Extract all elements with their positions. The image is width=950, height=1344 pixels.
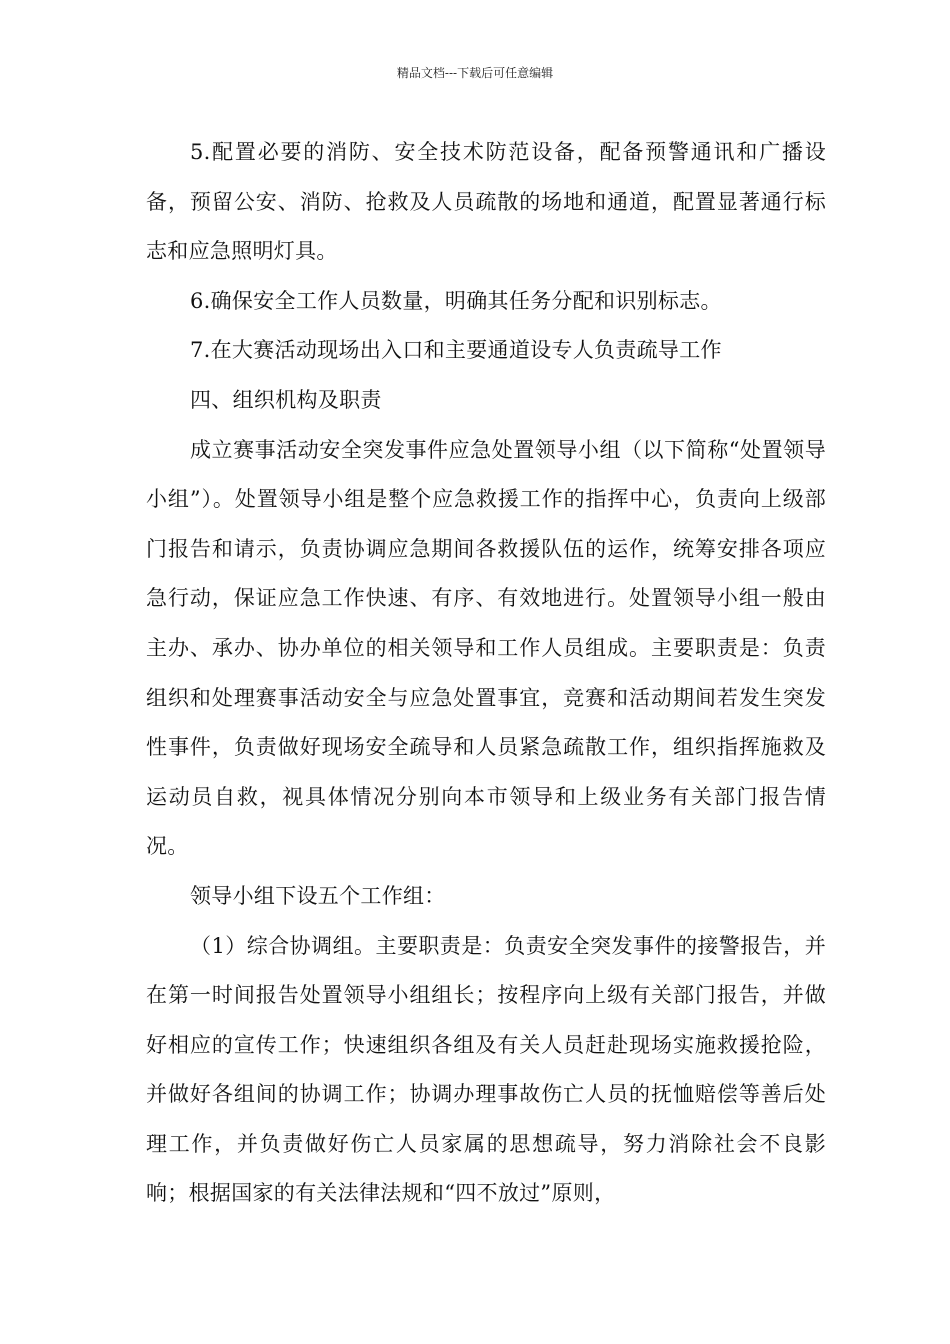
- paragraph-item-5: 5.配置必要的消防、安全技术防范设备，配备预警通讯和广播设备，预留公安、消防、抢救及人员疏散的场地和通道，配置显著通行标志和应急照明灯具。: [146, 140, 826, 264]
- page-header: 精品文档---下载后可任意编辑: [396, 66, 554, 80]
- section-heading: 四、组织机构及职责: [190, 387, 382, 412]
- paragraph-item-7: 7.在大赛活动现场出入口和主要通道设专人负责疏导工作: [190, 338, 722, 363]
- paragraph-item-6: 6.确保安全工作人员数量，明确其任务分配和识别标志。: [190, 288, 722, 313]
- document-body: [146, 128, 826, 1219]
- paragraph-coordination-group: （1）综合协调组。主要职责是：负责安全突发事件的接警报告，并在第一时间报告处置领导小组组长；按程序向上级有关部门报告，并做好相应的宣传工作；快速组织各组及有关人员赶赴现场实施救援抢险，并做好各组间的协调工作；协调办理事故伤亡人员的抚恤赔偿等善后处理工作，并负责做好伤亡人员家属的思想疏导，努力消除社会不良影响；根据国家的有关法律法规和“四不放过”原则，: [146, 933, 826, 1206]
- paragraph-working-groups: 领导小组下设五个工作组：: [190, 883, 446, 908]
- paragraph-leadership-group: 成立赛事活动安全突发事件应急处置领导小组（以下简称“处置领导小组”）。处置领导小组是整个应急救援工作的指挥中心，负责向上级部门报告和请示，负责协调应急期间各救援队伍的运作，统筹安排各项应急行动，保证应急工作快速、有序、有效地进行。处置领导小组一般由主办、承办、协办单位的相关领导和工作人员组成。主要职责是：负责组织和处理赛事活动安全与应急处置事宜，竞赛和活动期间若发生突发性事件，负责做好现场安全疏导和人员紧急疏散工作，组织指挥施救及运动员自救，视具体情况分别向本市领导和上级业务有关部门报告情况。: [146, 437, 826, 859]
